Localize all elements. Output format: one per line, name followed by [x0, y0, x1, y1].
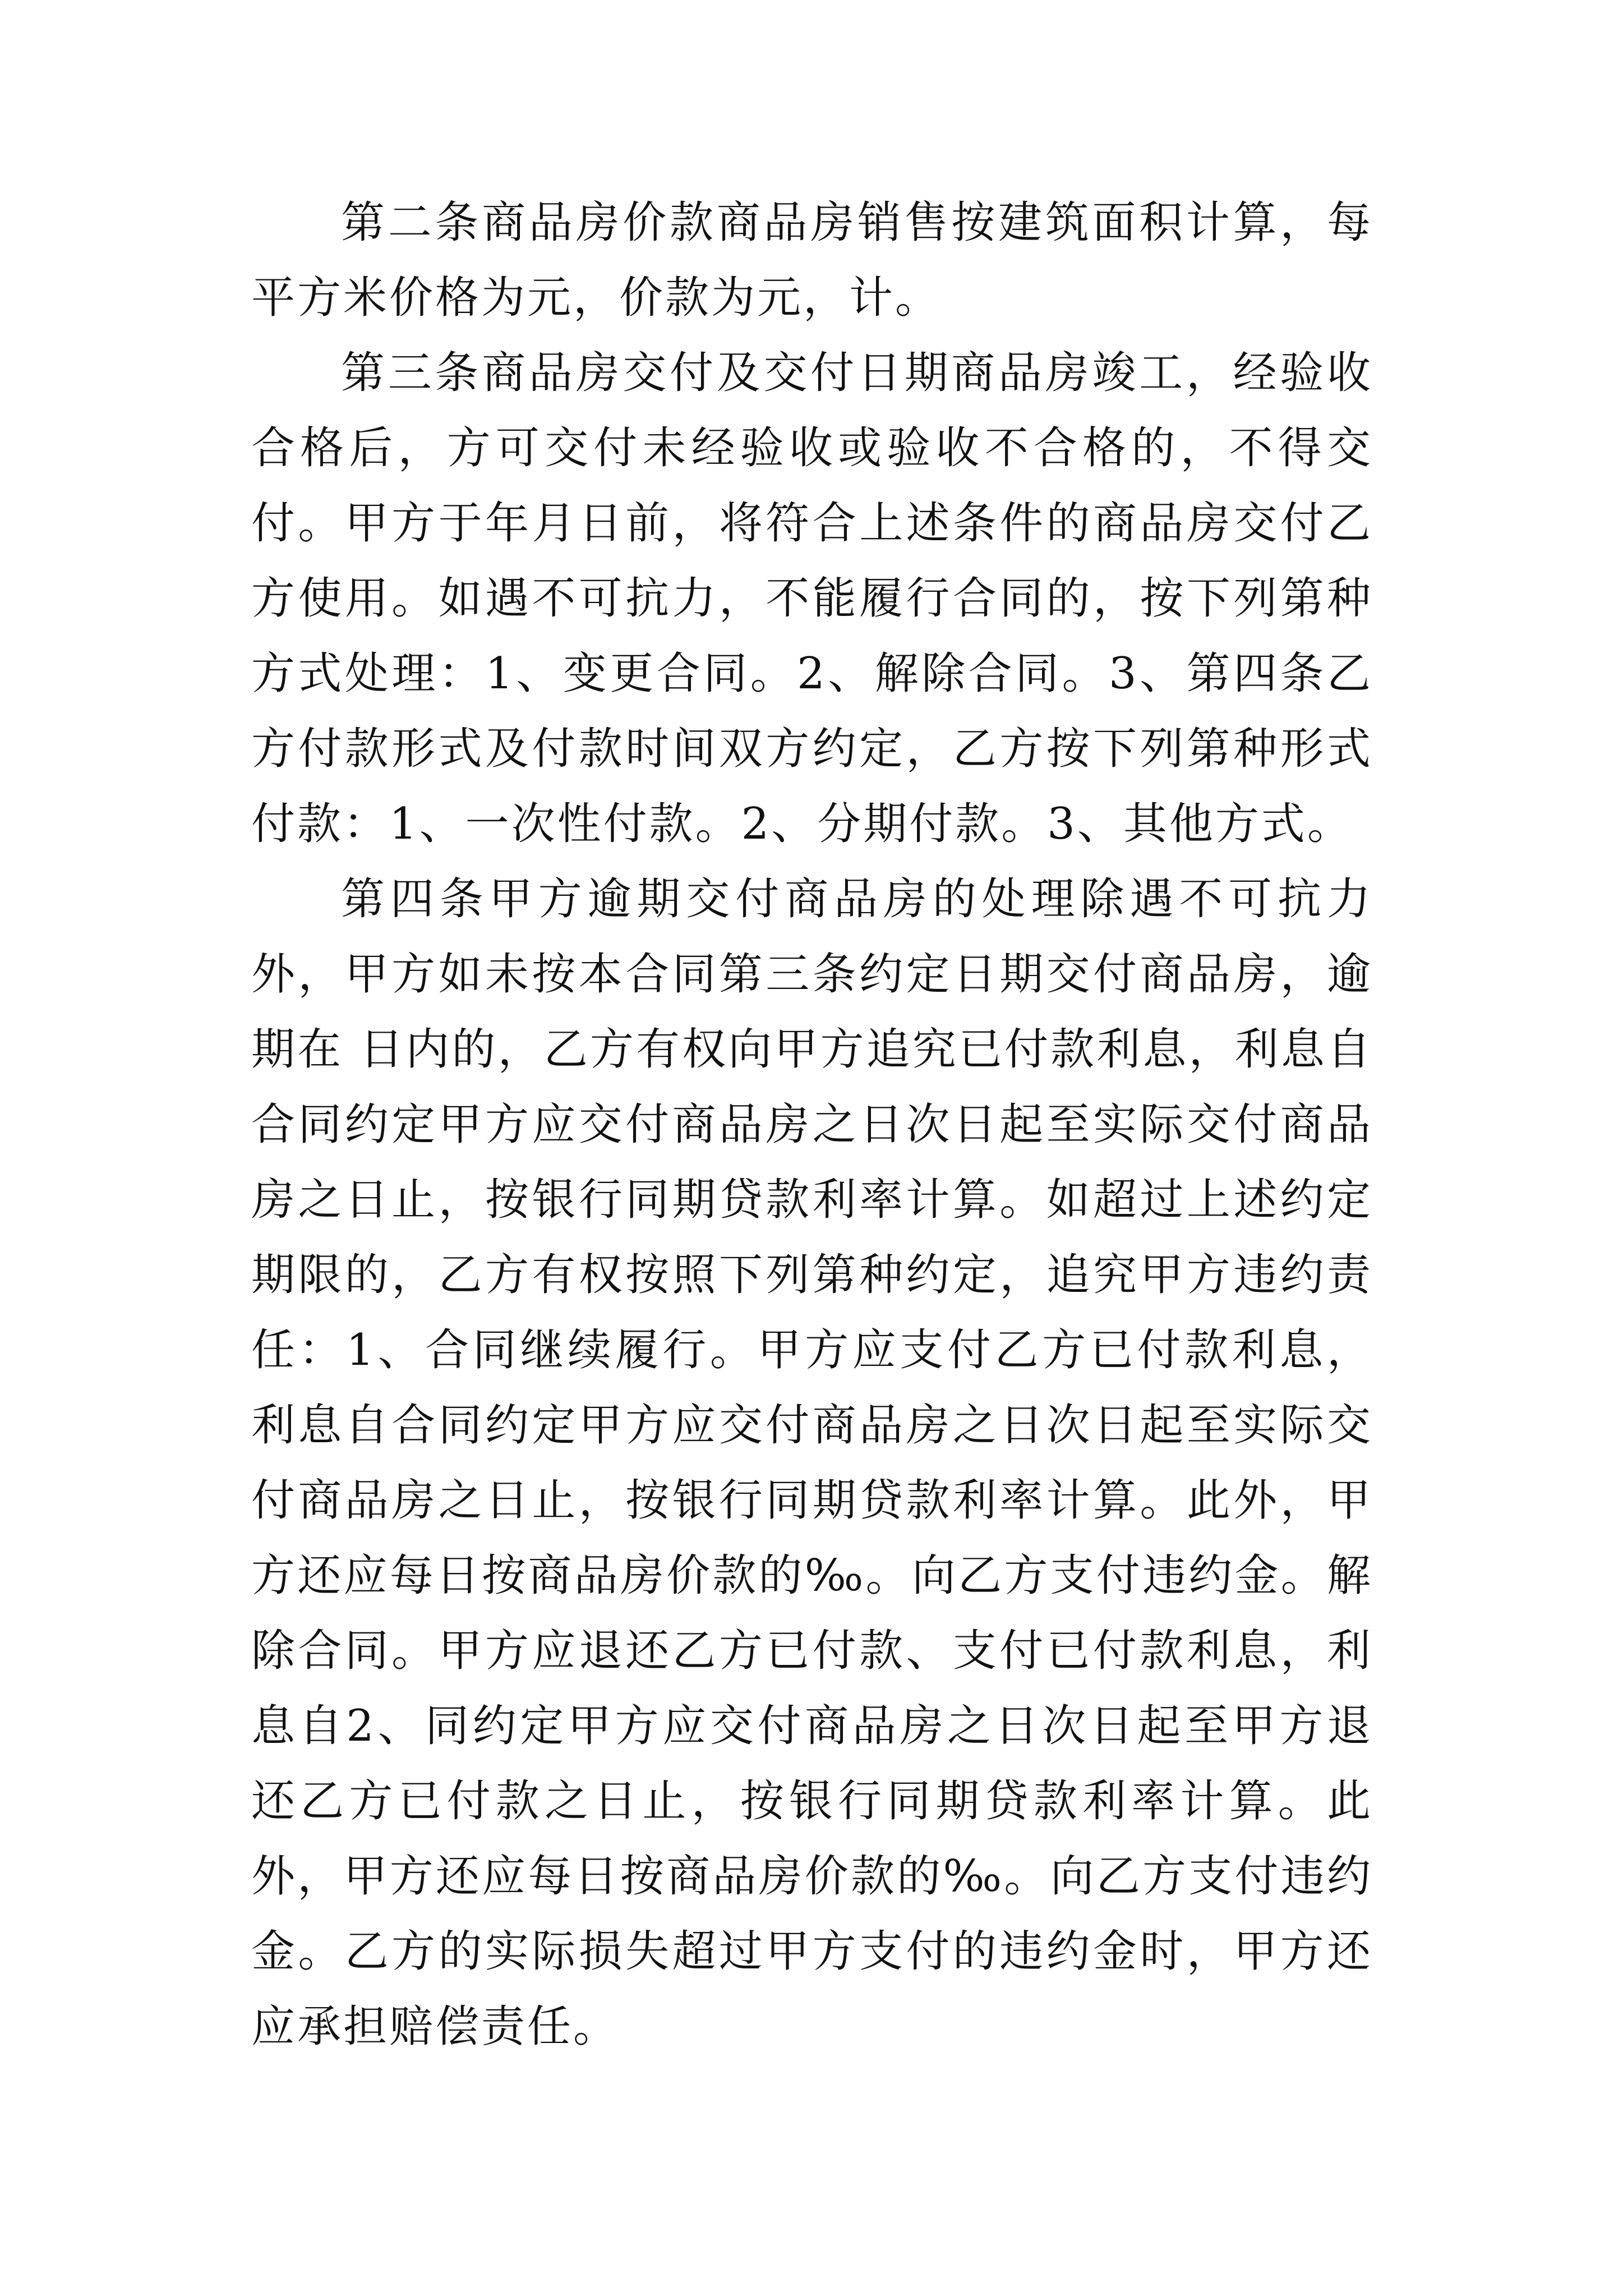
- paragraph-article-2: 第二条商品房价款商品房销售按建筑面积计算，每平方米价格为元，价款为元，计。: [251, 197, 1373, 323]
- document-body: [251, 185, 1373, 2064]
- paragraph-article-3: 第三条商品房交付及交付日期商品房竣工，经验收合格后，方可交付未经验收或验收不合格的，不得交付。甲方于年月日前，将符合上述条件的商品房交付乙方使用。如遇不可抗力，不能履行合同的，按下列第种方式处理：1、变更合同。2、解除合同。3、第四条乙方付款形式及付款时间双方约定，乙方按下列第种形式付款：1、一次性付款。2、分期付款。3、其他方式。: [251, 348, 1373, 849]
- paragraph-article-4: 第四条甲方逾期交付商品房的处理除遇不可抗力外，甲方如未按本合同第三条约定日期交付商品房，逾期在 日内的，乙方有权向甲方追究已付款利息，利息自合同约定甲方应交付商品房之日次日起至实际交付商品房之日止，按银行同期贷款利率计算。如超过上述约定期限的，乙方有权按照下列第种约定，追究甲方违约责任：1、合同继续履行。甲方应支付乙方已付款利息，利息自合同约定甲方应交付商品房之日次日起至实际交付商品房之日止，按银行同期贷款利率计算。此外，甲方还应每日按商品房价款的‰。向乙方支付违约金。解除合同。甲方应退还乙方已付款、支付已付款利息，利息自2、同约定甲方应交付商品房之日次日起至甲方退还乙方已付款之日止，按银行同期贷款利率计算。此外，甲方还应每日按商品房价款的‰。向乙方支付违约金。乙方的实际损失超过甲方支付的违约金时，甲方还应承担赔偿责任。: [251, 874, 1373, 2052]
